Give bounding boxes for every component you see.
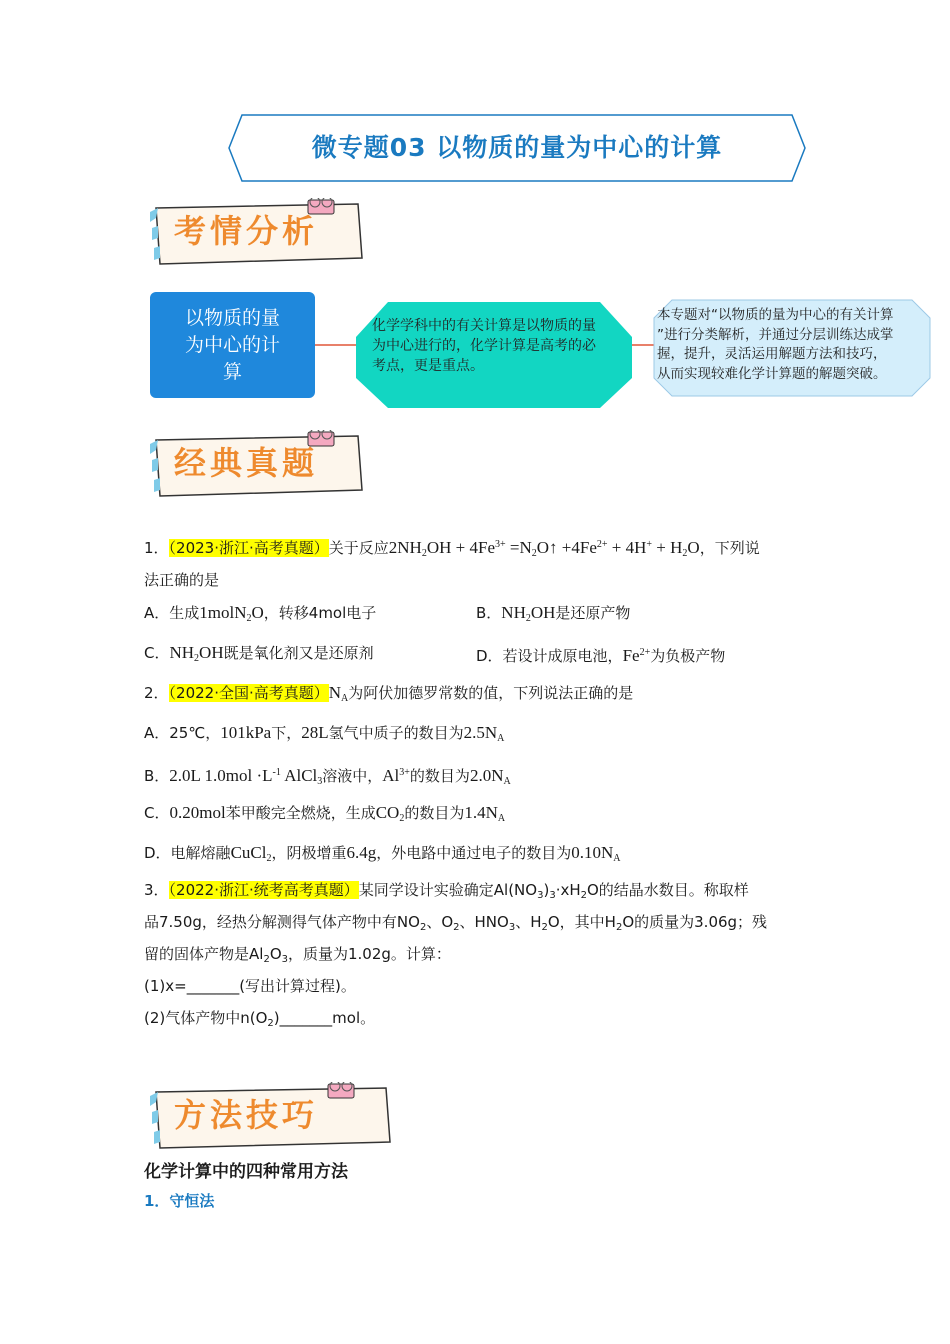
section-tag-label: 考情分析 [174, 212, 319, 250]
middle-line: 为中心进行的，化学计算是高考的必 [372, 338, 596, 354]
right-line: 握，提升，灵活运用解题方法和技巧， [657, 346, 887, 362]
middle-line: 化学学科中的有关计算是以物质的量 [372, 318, 596, 334]
q1-stem-line2: 法正确的是 [144, 571, 220, 589]
q2-option-a: A．25℃，101kPa下，28L氢气中质子的数目为$2.5N_A$ [144, 723, 505, 744]
q1-stem: 1．（2023·浙江·高考真题）关于反应$2NH_2OH + 4Fe^{3+}$ $=N_2O↑ +4Fe^{2+} + 4H^+ + H_2O$，下列说 [144, 538, 760, 559]
section-tag-method [148, 1082, 368, 1150]
q3-source: （2022·浙江·统考高考真题） [168, 881, 359, 899]
q1-option-b: B．$NH_2OH$是还原产物 [476, 603, 631, 624]
q1-source: （2023·浙江·高考真题） [168, 539, 329, 557]
q2-source: （2022·全国·高考真题） [168, 684, 329, 702]
right-line: 从而实现较难化学计算题的解题突破。 [657, 365, 887, 382]
q3-subquestion-1: (1)x=_______(写出计算过程)。 [144, 977, 356, 995]
center-line: 为中心的计 [184, 334, 280, 356]
section-tag-label: 经典真题 [174, 444, 319, 482]
q3-line3: 留的固体产物是$Al_2O_3$，质量为1.02g。计算： [144, 945, 451, 965]
right-line: ”进行分类解析，并通过分层训练达成掌 [657, 326, 894, 343]
q2-option-b: B．2.0L $1.0mol \cdot L^{-1}$ AlCl$_3$溶液中，$Al^{3+}$的数目为$2.0N_A$ [144, 766, 511, 787]
center-line: 以物质的量 [184, 307, 280, 329]
center-line: 算 [222, 361, 242, 383]
analysis-middle-box [372, 316, 622, 376]
method-item-1: 1．守恒法 [144, 1192, 215, 1210]
q3-line2: 品7.50g，经热分解测得气体产物中有$NO_2$、$O_2$、$HNO_3$、$H_2O$，其中$H_2O$的质量为3.06g；残 [144, 913, 768, 933]
q3-subquestion-2: (2)气体产物中$n(O_2)\_\_\_\_\_\_\_mol$。 [144, 1009, 376, 1029]
section-tag-label: 方法技巧 [174, 1096, 319, 1134]
q1-option-d: D．若设计成原电池，$Fe^{2+}$为负极产物 [476, 646, 726, 665]
q2-stem: 2．（2022·全国·高考真题）$N_A$为阿伏加德罗常数的值，下列说法正确的是 [144, 683, 634, 704]
q2-option-c: C．0.20mol苯甲酸完全燃烧，生成$CO_2$的数目为$1.4N_A$ [144, 803, 506, 824]
q1-option-c: C．$NH_2OH$既是氧化剂又是还原剂 [144, 643, 374, 664]
method-heading: 化学计算中的四种常用方法 [144, 1162, 348, 1182]
page-title: 微专题03 以物质的量为中心的计算 [311, 133, 723, 162]
section-tag-classic [148, 430, 368, 498]
analysis-center-box [150, 292, 315, 398]
q2-option-d: D．电解熔融CuCl$_2$，阴极增重6.4g，外电路中通过电子的数目为$0.10N_A$ [144, 843, 621, 864]
right-line: 本专题对“以物质的量为中心的有关计算 [657, 307, 894, 323]
q3-stem: 3．（2022·浙江·统考高考真题）某同学设计实验确定$Al(NO_3)_3\cdot xH_2O$的结晶水数目。称取样 [144, 881, 749, 901]
q1-option-a: A．生成1molN$_2$O，转移4mol电子 [144, 603, 377, 624]
middle-line: 考点，更是重点。 [372, 358, 484, 374]
analysis-right-box [657, 306, 919, 384]
